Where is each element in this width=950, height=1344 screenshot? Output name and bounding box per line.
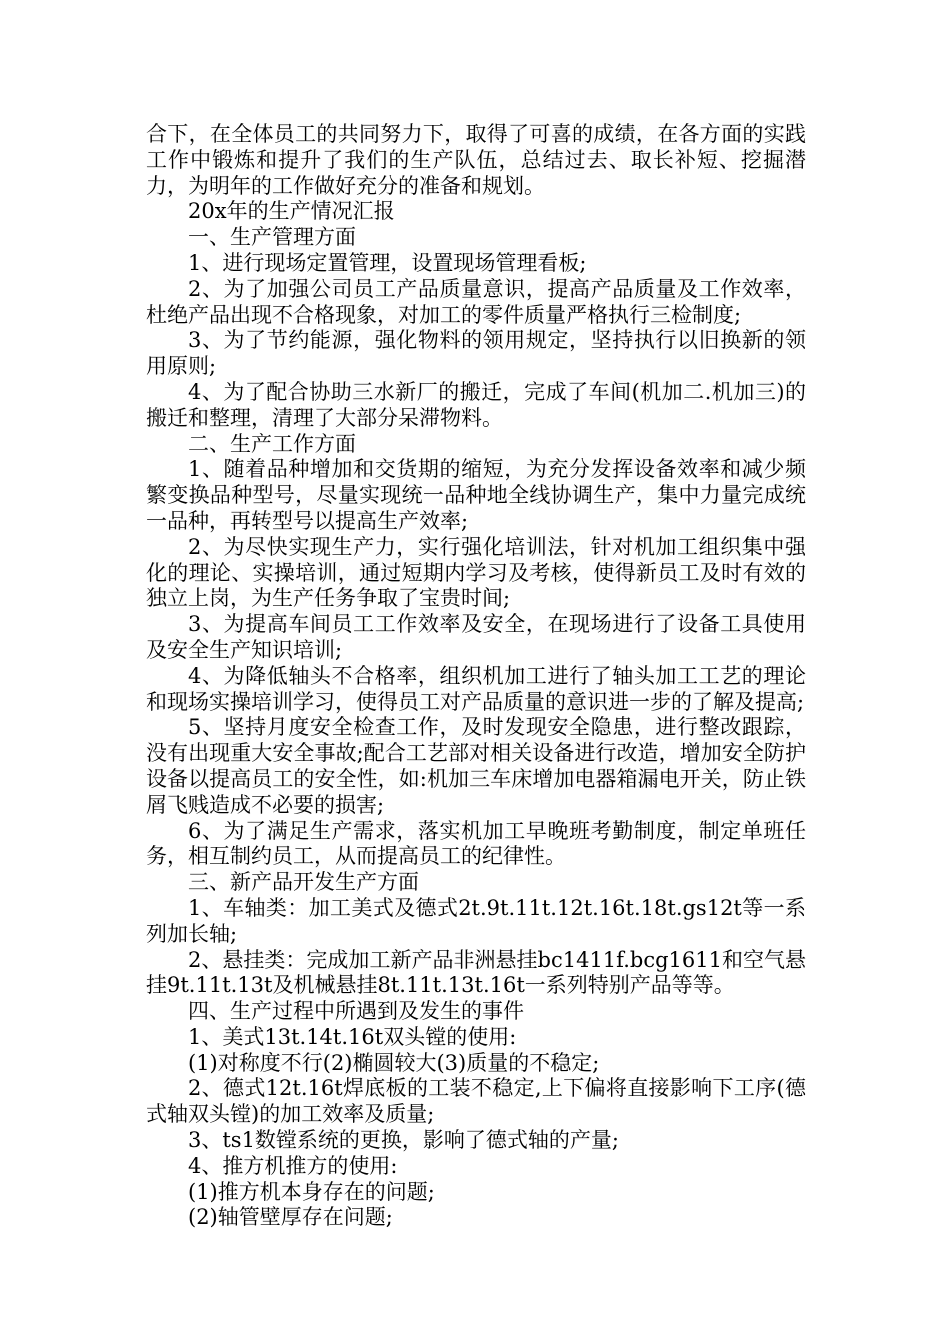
paragraph: (1)推方机本身存在的问题; xyxy=(188,1179,435,1204)
paragraph: 1、随着品种增加和交货期的缩短，为充分发挥设备效率和减少频繁变换品种型号，尽量实现统一品种地全线协调生产，集中力量完成统一品种，再转型号以提高生产效率; xyxy=(146,457,806,533)
paragraph: 1、进行现场定置管理，设置现场管理看板; xyxy=(188,250,587,275)
paragraph: 5、坚持月度安全检查工作，及时发现安全隐患，进行整改跟踪，没有出现重大安全事故;配合工艺部对相关设备进行改造，增加安全防护设备以提高员工的安全性，如:机加三车床增加电器箱漏电开关，防止铁屑飞贱造成不必要的损害; xyxy=(146,715,806,817)
paragraph: 3、为提高车间员工工作效率及安全，在现场进行了设备工具使用及安全生产知识培训; xyxy=(146,612,806,662)
section-heading-production: 二、生产工作方面 xyxy=(188,431,356,456)
section-heading-new-products: 三、新产品开发生产方面 xyxy=(188,870,419,895)
paragraph: (1)对称度不行(2)椭圆较大(3)质量的不稳定; xyxy=(188,1050,600,1075)
paragraph: 1、美式13t.14t.16t双头镗的使用: xyxy=(188,1024,517,1049)
paragraph: 6、为了满足生产需求，落实机加工早晚班考勤制度，制定单班任务，相互制约员工，从而提高员工的纪律性。 xyxy=(146,818,806,869)
section-heading-management: 一、生产管理方面 xyxy=(188,225,356,250)
paragraph-report-title: 20x年的生产情况汇报 xyxy=(188,199,395,224)
paragraph-intro: 合下，在全体员工的共同努力下，取得了可喜的成绩，在各方面的实践工作中锻炼和提升了我们的生产队伍，总结过去、取长补短、挖掘潜力，为明年的工作做好充分的准备和规划。 xyxy=(146,122,806,198)
paragraph: 4、推方机推方的使用: xyxy=(188,1153,398,1178)
paragraph: 2、为尽快实现生产力，实行强化培训法，针对机加工组织集中强化的理论、实操培训，通过短期内学习及考核，使得新员工及时有效的独立上岗，为生产任务争取了宝贵时间; xyxy=(146,534,806,611)
paragraph: 2、悬挂类：完成加工新产品非洲悬挂bc1411f.bcg1611和空气悬挂9t.11t.13t及机械悬挂8t.11t.13t.16t一系列特别产品等等。 xyxy=(146,947,806,998)
document-body xyxy=(146,122,806,1231)
paragraph: (2)轴管壁厚存在问题; xyxy=(188,1205,393,1230)
paragraph: 3、ts1数镗系统的更换，影响了德式轴的产量; xyxy=(188,1128,620,1153)
paragraph: 2、为了加强公司员工产品质量意识，提高产品质量及工作效率，杜绝产品出现不合格现象，对加工的零件质量严格执行三检制度; xyxy=(146,276,806,327)
paragraph: 2、德式12t.16t焊底板的工装不稳定,上下偏将直接影响下工序(德式轴双头镗)的加工效率及质量; xyxy=(146,1076,806,1127)
paragraph: 4、为降低轴头不合格率，组织机加工进行了轴头加工工艺的理论和现场实操培训学习，使得员工对产品质量的意识进一步的了解及提高; xyxy=(146,663,806,714)
paragraph: 4、为了配合协助三水新厂的搬迁，完成了车间(机加二.机加三)的搬迁和整理，清理了大部分呆滞物料。 xyxy=(146,379,806,430)
paragraph: 3、为了节约能源，强化物料的领用规定，坚持执行以旧换新的领用原则; xyxy=(146,328,806,379)
section-heading-events: 四、生产过程中所遇到及发生的事件 xyxy=(188,999,524,1024)
paragraph: 1、车轴类：加工美式及德式2t.9t.11t.12t.16t.18t.gs12t等一系列加长轴; xyxy=(146,895,806,946)
